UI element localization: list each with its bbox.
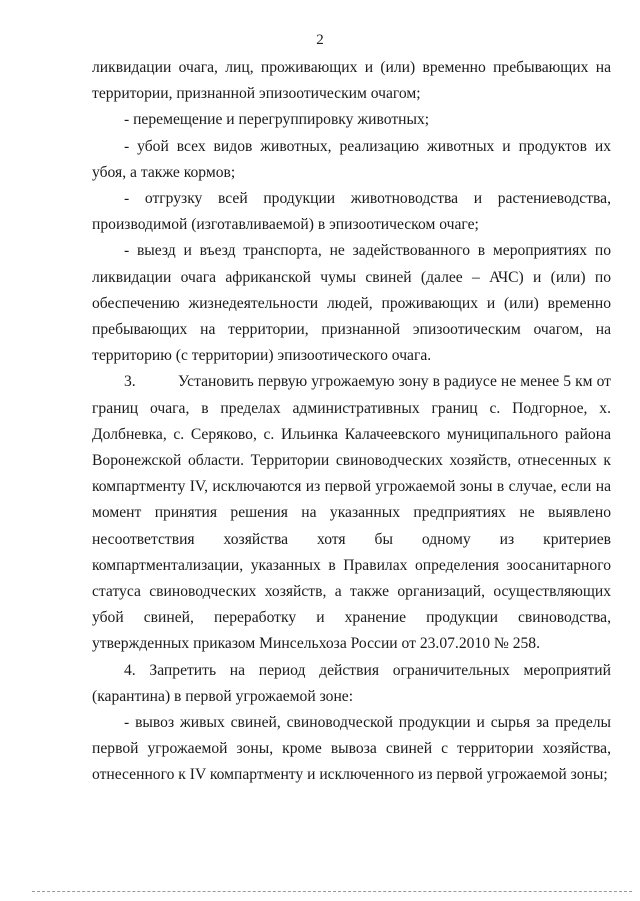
paragraph-shipment: - отгрузку всей продукции животноводства и растениеводства, производимой (изготавливаемой) в эпизоотическом очаге; <box>92 190 611 234</box>
paragraph-transport: - выезд и въезд транспорта, не задействованного в мероприятиях по ликвидации очага африканской чумы свиней (далее – АЧС) и (или) по обеспечению жизнедеятельности людей, проживающих и (или) временно пребывающих на территории, признанной эпизоотическим очагом, на территорию (с территории) эпизоотического очага. <box>92 242 611 365</box>
scan-bottom-edge <box>32 891 632 892</box>
paragraph-continuation: ликвидации очага, лиц, проживающих и (или) временно пребывающих на территории, признанной эпизоотическим очагом; <box>92 59 611 103</box>
paragraph-slaughter: - убой всех видов животных, реализацию животных и продуктов их убоя, а также кормов; <box>92 137 611 181</box>
paragraph-item-4: 4. Запретить на период действия ограничительных мероприятий (карантина) в первой угрожаемой зоне: <box>92 661 611 705</box>
page-number: 2 <box>316 32 324 48</box>
document-body <box>92 55 611 789</box>
paragraph-item-3 <box>92 369 611 657</box>
paragraph-export-ban: - вывоз живых свиней, свиноводческой продукции и сырья за пределы первой угрожаемой зоны, кроме вывоза свиней с территории хозяйства, отнесенного к IV компартменту и исключенного из первой угрожаемой зоны; <box>92 714 611 784</box>
item-3-text: Установить первую угрожаемую зону в радиусе не менее 5 км от границ очага, в пределах административных границ с. Подгорное, х. Долбневка, с. Серяково, с. Ильинка Калачеевского муниципального района Воронежской области. Территории свиноводческих хозяйств, отнесенных к компартменту IV, исключаются из первой угрожаемой зоны в случае, если на момент принятия решения на указанных предприятиях не выявлено несоответствия хозяйства хотя бы одному из критериев компартментализации, указанных в Правилах определения зоосанитарного статуса свиноводческих хозяйств, а также организаций, осуществляющих убой свиней, переработку и хранение продукции свиноводства, утвержденных приказом Минсельхоза России от 23.07.2010 № 258. <box>92 373 611 653</box>
paragraph-movement: - перемещение и перегруппировку животных; <box>124 111 430 129</box>
item-number: 3. <box>124 373 136 391</box>
